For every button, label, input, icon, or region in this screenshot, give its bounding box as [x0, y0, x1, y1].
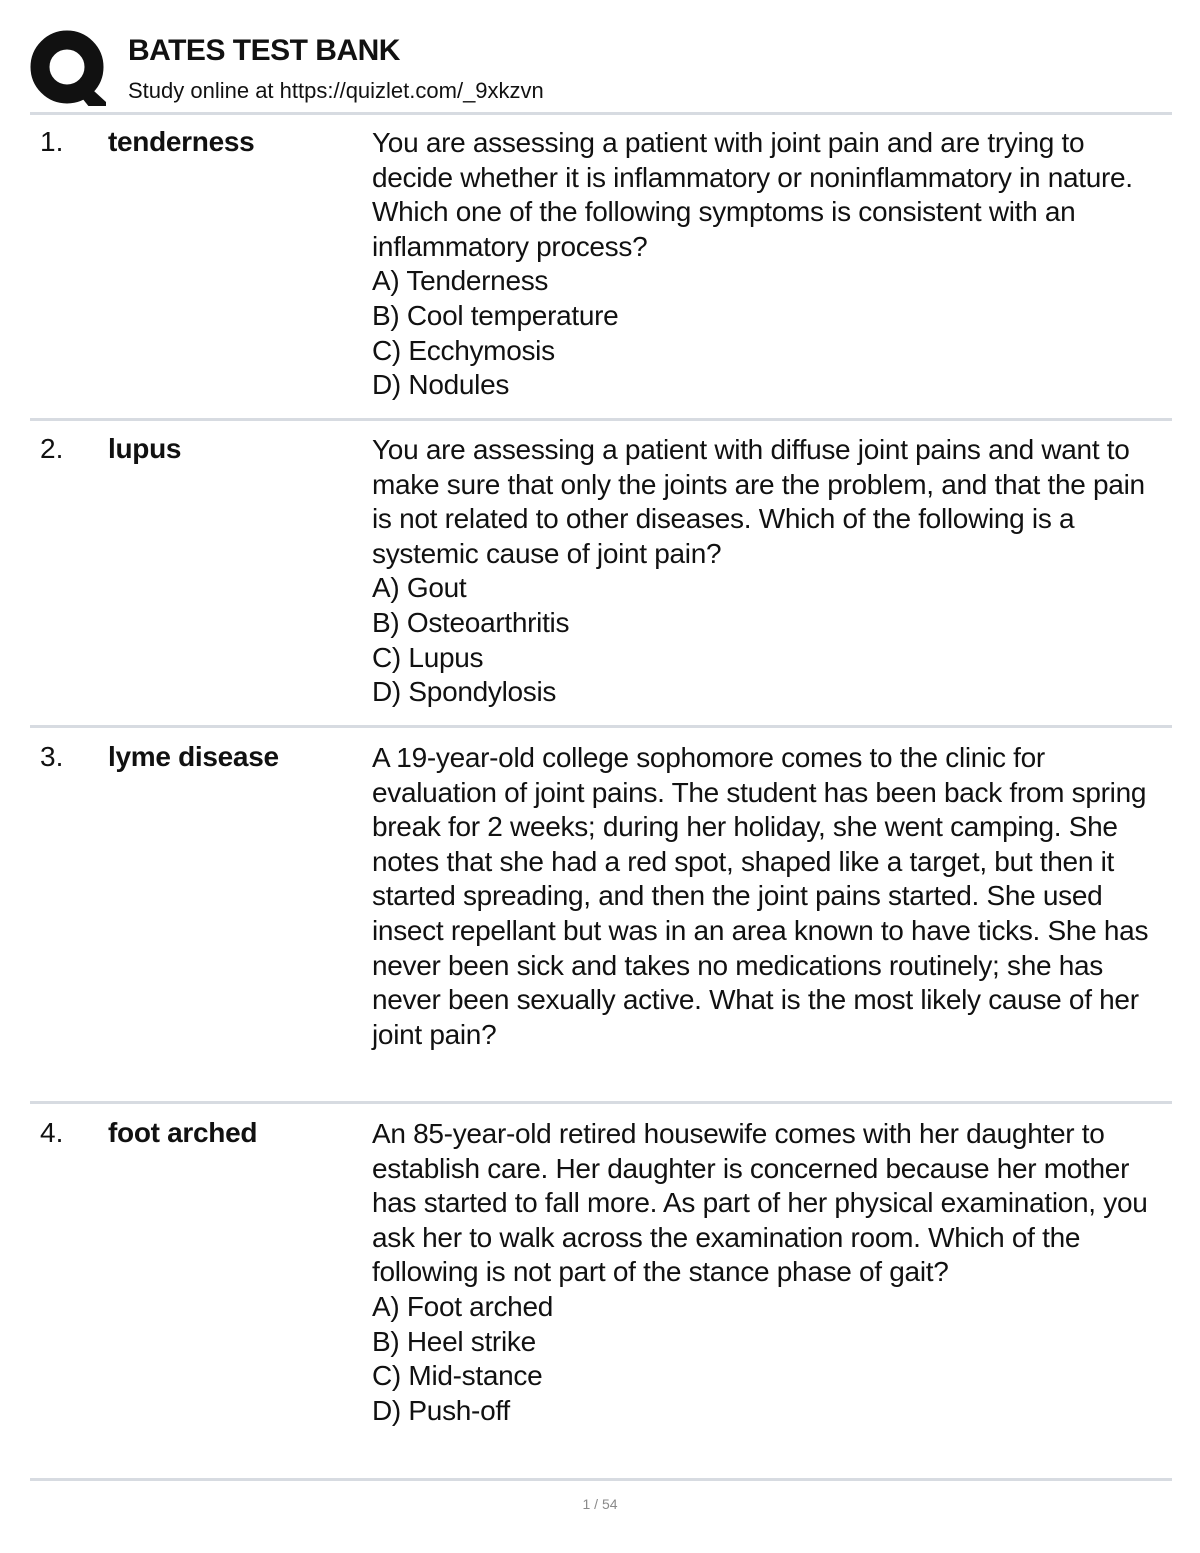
divider [30, 418, 1172, 421]
answer-option: B) Heel strike [372, 1325, 536, 1357]
card-question: An 85-year-old retired housewife comes with her daughter to establish care. Her daughter is concerned because her mother has started to fall more. As part of her physical examination, you ask her to walk across the examination room. Which of the following is not part of the stance phase of gait? [372, 1118, 1148, 1288]
answer-option: C) Ecchymosis [372, 334, 555, 366]
card-number: 4. [40, 1117, 64, 1148]
card-number: 2. [40, 433, 64, 464]
card-definition [372, 126, 1162, 403]
quizlet-logo-icon [30, 30, 106, 106]
card-definition [372, 741, 1162, 1052]
answer-option: B) Osteoarthritis [372, 606, 570, 638]
divider [30, 1478, 1172, 1481]
answer-option: D) Spondylosis [372, 676, 557, 708]
answer-option: D) Push-off [372, 1394, 510, 1426]
answer-option: C) Lupus [372, 641, 484, 673]
card-term: foot arched [108, 1117, 258, 1148]
page-indicator: 1 / 54 [582, 1496, 618, 1512]
answer-option: A) Foot arched [372, 1290, 553, 1322]
answer-option: A) Tenderness [372, 265, 549, 297]
card-term: lupus [108, 433, 182, 464]
answer-option: D) Nodules [372, 369, 510, 401]
card-number: 3. [40, 741, 64, 772]
card-term: lyme disease [108, 741, 279, 772]
divider [30, 112, 1172, 115]
divider [30, 725, 1172, 728]
card-question: You are assessing a patient with diffuse joint pains and want to make sure that only the joints are the problem, and that the pain is not related to other diseases. Which of the following is a systemic cause of joint pain? [372, 434, 1145, 569]
study-online-link[interactable]: Study online at https://quizlet.com/_9xkzvn [128, 78, 544, 103]
card-number: 1. [40, 126, 64, 157]
answer-option: A) Gout [372, 572, 467, 604]
page-header [30, 26, 1172, 112]
card-question: A 19-year-old college sophomore comes to the clinic for evaluation of joint pains. The student has been back from spring break for 2 weeks; during her holiday, she went camping. She notes that she had a red spot, shaped like a target, but then it started spreading, and then the joint pains started. She used insect repellant but was in an area known to have ticks. She has never been sick and takes no medications routinely; she has never been sexually active. What is the most likely cause of her joint pain? [372, 742, 1149, 1050]
document-title: BATES TEST BANK [128, 34, 400, 67]
answer-option: B) Cool temperature [372, 299, 619, 331]
card-definition [372, 433, 1162, 710]
card-question: You are assessing a patient with joint pain and are trying to decide whether it is inflammatory or noninflammatory in nature. Which one of the following symptoms is consistent with an inflammatory process? [372, 127, 1133, 262]
card-term: tenderness [108, 126, 255, 157]
card-definition [372, 1117, 1162, 1428]
divider [30, 1101, 1172, 1104]
answer-option: C) Mid-stance [372, 1360, 543, 1392]
